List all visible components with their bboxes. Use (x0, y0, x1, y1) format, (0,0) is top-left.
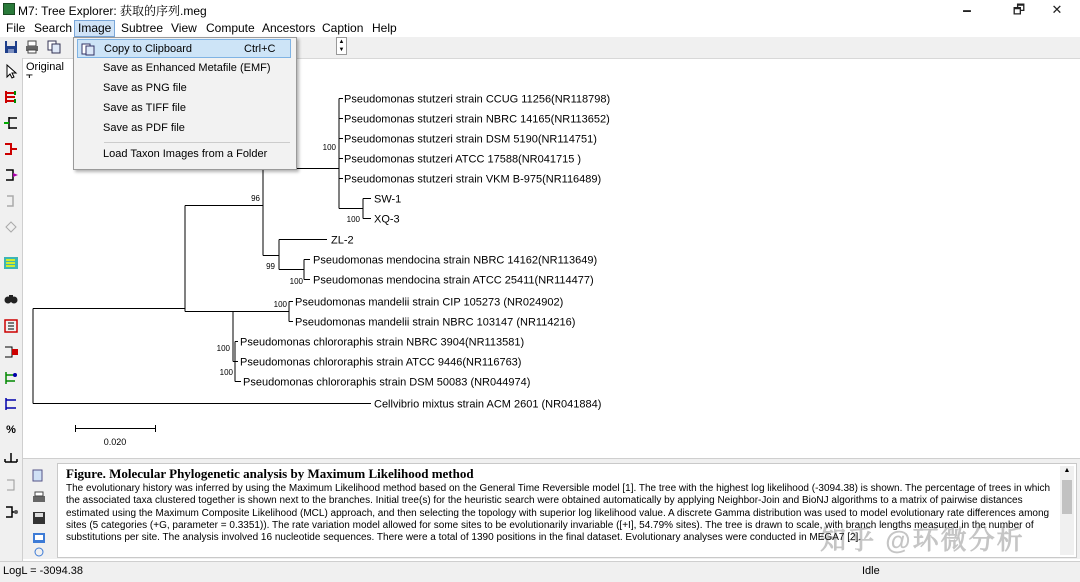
bootstrap-percent-icon[interactable]: % (6, 424, 16, 436)
bootstrap-value: 100 (216, 344, 230, 353)
bootstrap-value: 99 (266, 262, 275, 271)
taxon-label[interactable]: Pseudomonas mendocina strain ATCC 25411(NR114477) (313, 274, 594, 287)
taxon-label[interactable]: Pseudomonas mendocina strain NBRC 14162(NR113649) (313, 254, 598, 267)
flip-subtree-icon[interactable] (3, 141, 19, 157)
taxon-label[interactable]: Cellvibrio mixtus strain ACM 2601 (NR041884) (374, 398, 602, 411)
menu-image[interactable]: Image (74, 20, 115, 37)
close-button[interactable]: ✕ (1051, 2, 1063, 17)
image-menu-dropdown (73, 37, 297, 170)
taxon-label[interactable]: XQ-3 (374, 213, 400, 226)
title-bar (0, 0, 1080, 20)
taxon-label[interactable]: Pseudomonas mandelii strain NBRC 103147 (NR114216) (295, 316, 576, 329)
watermark: 知乎 @环微分析 (820, 525, 1025, 555)
scale-bar-icon[interactable] (3, 450, 19, 466)
caption-title: Figure. Molecular Phylogenetic analysis by Maximum Likelihood method (66, 466, 474, 481)
caption-save-icon[interactable] (32, 511, 46, 525)
status-bar (0, 561, 1080, 582)
caption-export-icon[interactable] (32, 531, 46, 545)
menu-item-shortcut: Ctrl+C (244, 43, 276, 55)
menu-item-label: Save as PDF file (103, 122, 185, 134)
find-icon[interactable] (3, 291, 19, 307)
maximize-button[interactable]: 🗗 (1012, 2, 1026, 17)
menu-ancestors[interactable]: Ancestors (262, 21, 316, 35)
bootstrap-value: 100 (322, 143, 336, 152)
bootstrap-value: 100 (219, 368, 233, 377)
caption-scrollbar[interactable] (1060, 466, 1074, 555)
scroll-up-icon[interactable]: ▲ (1063, 467, 1071, 474)
bootstrap-value: 100 (273, 300, 287, 309)
bootstrap-value: 96 (251, 194, 260, 203)
taxon-label[interactable]: Pseudomonas stutzeri strain CCUG 11256(NR118798) (344, 93, 611, 106)
log-likelihood-status: LogL = -3094.38 (3, 565, 84, 577)
caption-body: The evolutionary history was inferred by using the Maximum Likelihood method based on the General Time Reversible model [1]. The tree with the highest log likelihood (-3094.38) is shown. The percentage of trees in which the associated taxa clustered together is shown next to the branches. Initial tree(s) for the heuristic search were obtained automatically by applying Neighbor-Join and BioNJ algorithms to a matrix of pairwise distances estimated using the Maximum Composite Likelihood (MCL) approach, and then selecting the topology with superior log likelihood value. A discrete Gamma distribution was used to model evolutionary rate differences among sites (5 categories (+G, parameter = 0.3351)). The rate variation model allowed for some sites to be evolutionarily invariable ([+I], 54.79% sites). The tree is drawn to scale, with branch lengths measured in the number of substitutions per site. The analysis involved 16 nucleotide sequences. There were a total of 1390 positions in the final dataset. Evolutionary analyses were conducted in MEGA7 [2]. (66, 483, 1051, 544)
font-size-spinner[interactable]: ▲ ▼ (336, 37, 347, 55)
reset-icon[interactable] (3, 477, 19, 493)
left-toolbar (0, 58, 23, 561)
save-tiff-item[interactable] (77, 99, 291, 118)
save-png-item[interactable] (77, 79, 291, 98)
taxon-label[interactable]: Pseudomonas stutzeri strain NBRC 14165(NR113652) (344, 113, 610, 126)
menu-item-label: Save as PNG file (103, 82, 187, 94)
save-emf-item[interactable] (77, 59, 291, 78)
menu-subtree[interactable]: Subtree (121, 21, 164, 35)
bootstrap-value: 100 (289, 277, 303, 286)
bootstrap-value: 100 (346, 215, 360, 224)
caption-copy-icon[interactable] (32, 469, 46, 483)
idle-status: Idle (862, 565, 880, 577)
menu-item-label: Save as TIFF file (103, 102, 186, 114)
menu-bar (0, 20, 1080, 37)
compress-subtree-icon[interactable] (3, 193, 19, 209)
window-title: M7: Tree Explorer: 获取的序列.meg (18, 4, 207, 18)
menu-compute[interactable]: Compute (206, 21, 255, 35)
taxon-label[interactable]: SW-1 (374, 193, 402, 206)
minimize-button[interactable]: 🗕 (962, 2, 972, 17)
taxon-names-icon[interactable] (3, 344, 19, 360)
clipboard-icon (81, 42, 95, 56)
menu-caption[interactable]: Caption (322, 21, 364, 35)
menu-item-label: Save as Enhanced Metafile (EMF) (103, 62, 271, 74)
taxon-label[interactable]: Pseudomonas chlororaphis strain ATCC 9446(NR116763) (240, 356, 522, 369)
app-icon (3, 3, 15, 15)
caption-print-icon[interactable] (32, 491, 46, 505)
menu-view[interactable]: View (171, 21, 197, 35)
root-on-branch-icon[interactable] (3, 89, 19, 105)
copy-icon[interactable] (47, 40, 61, 54)
menu-help[interactable]: Help (372, 21, 397, 35)
taxon-label[interactable]: Pseudomonas chlororaphis strain NBRC 3904(NR113581) (240, 336, 525, 349)
save-pdf-item[interactable] (77, 119, 291, 138)
zoom-fit-icon[interactable] (3, 318, 19, 334)
menu-item-label: Copy to Clipboard (104, 43, 193, 55)
swap-subtree-icon[interactable] (3, 167, 19, 183)
taxon-label[interactable]: Pseudomonas stutzeri strain VKM B-975(NR116489) (344, 173, 602, 186)
menu-separator (104, 142, 290, 143)
scale-bar-label: 0.020 (103, 437, 127, 447)
menu-item-label: Load Taxon Images from a Folder (103, 148, 268, 160)
copy-to-clipboard-item[interactable] (77, 39, 291, 58)
tab-original-tree[interactable]: Original (26, 61, 64, 73)
taxon-label[interactable]: ZL-2 (331, 234, 354, 247)
scale-bar (75, 425, 156, 447)
print-icon[interactable] (25, 40, 39, 54)
branch-lengths-icon[interactable] (3, 396, 19, 412)
taxon-label[interactable]: Pseudomonas mandelii strain CIP 105273 (NR024902) (295, 296, 564, 309)
settings-icon[interactable] (3, 504, 19, 520)
save-icon[interactable] (4, 40, 18, 54)
node-ids-icon[interactable] (3, 370, 19, 386)
taxon-label[interactable]: Pseudomonas stutzeri ATCC 17588(NR041715 ) (344, 153, 582, 166)
taxon-label[interactable]: Pseudomonas chlororaphis strain DSM 50083 (NR044974) (243, 376, 531, 389)
root-on-midpoint-icon[interactable] (3, 115, 19, 131)
tree-options-icon[interactable] (3, 255, 19, 271)
load-taxon-images-item[interactable] (77, 145, 291, 164)
menu-search[interactable]: Search (34, 21, 73, 35)
pointer-icon[interactable] (3, 63, 19, 79)
caption-zoom-icon[interactable] (32, 547, 46, 557)
subtree-drawing-icon[interactable] (3, 219, 19, 235)
scrollbar-thumb[interactable] (1062, 480, 1072, 514)
taxon-label[interactable]: Pseudomonas stutzeri strain DSM 5190(NR114751) (344, 133, 597, 146)
caption-toolbar (29, 463, 51, 557)
menu-file[interactable]: File (6, 21, 26, 35)
